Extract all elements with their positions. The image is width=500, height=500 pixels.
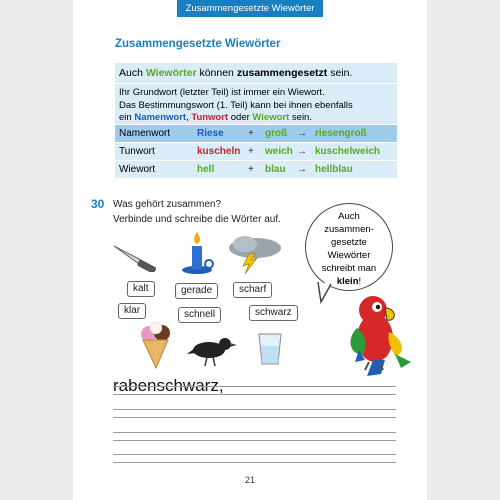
rule-keyword-wiewort: Wiewort	[252, 112, 290, 123]
header-band: Zusammengesetzte Wiewörter	[177, 0, 323, 17]
plus-sign: +	[248, 146, 254, 157]
exercise-number: 30	[91, 197, 105, 211]
table-cell-result: kuschelweich	[315, 146, 381, 157]
glass-icon	[257, 332, 283, 366]
rule-text: sein.	[289, 112, 312, 123]
rule-text	[119, 112, 393, 125]
table-cell-type: Wiewort	[119, 164, 156, 175]
exercise-instructions	[113, 197, 281, 227]
parrot-icon	[345, 290, 413, 378]
table-row	[115, 161, 397, 178]
table-cell-word: kuscheln	[197, 146, 241, 157]
table-cell-word: hell	[197, 164, 215, 175]
speech-bubble-tail	[315, 282, 335, 304]
rule-text: sein.	[327, 67, 353, 79]
writing-line[interactable]	[113, 409, 396, 418]
bubble-text: Auch	[338, 211, 360, 222]
bubble-text: zusammen-	[324, 224, 374, 235]
rule-text: können	[196, 67, 237, 79]
rule-text: oder	[228, 112, 253, 123]
table-row	[115, 125, 397, 142]
exercise-task: Verbinde und schreibe die Wörter auf.	[113, 214, 281, 225]
word-card[interactable]: klar	[118, 303, 146, 319]
table-cell-type: Tunwort	[119, 146, 155, 157]
thundercloud-icon	[225, 234, 285, 274]
rule-keyword: Wiewörter	[145, 67, 197, 79]
rule-table	[115, 125, 397, 179]
arrow-icon: →	[297, 164, 307, 175]
rule-text: Das Bestimmungswort (1. Teil) kann bei ihnen ebenfalls	[119, 99, 353, 111]
rule-keyword-tunwort: Tunwort	[191, 112, 229, 123]
bubble-text: schreibt man	[321, 263, 377, 274]
rule-text: Auch	[119, 67, 146, 79]
speech-bubble	[305, 203, 393, 291]
page-number: 21	[244, 475, 255, 485]
ice-cream-icon	[138, 322, 174, 370]
bubble-keyword: klein	[336, 276, 359, 287]
word-card[interactable]: gerade	[175, 283, 218, 299]
table-cell-base: groß	[265, 128, 288, 139]
plus-sign: +	[248, 128, 254, 139]
writing-line[interactable]	[113, 432, 396, 441]
word-card[interactable]: schwarz	[249, 305, 298, 321]
rule-keyword: zusammengesetzt	[236, 67, 328, 79]
arrow-icon: →	[297, 128, 307, 139]
rule-intro-line	[115, 63, 397, 83]
rule-text: Ihr Grundwort (letzter Teil) ist immer ein Wiewort.	[119, 87, 325, 98]
workbook-page	[73, 0, 427, 500]
writing-line[interactable]	[113, 386, 396, 395]
table-cell-word: Riese	[197, 128, 224, 139]
rule-keyword-namenwort: Namenwort	[134, 112, 187, 123]
table-cell-result: hellblau	[315, 164, 353, 175]
rule-box	[115, 63, 397, 178]
word-card[interactable]: kalt	[127, 281, 155, 297]
bubble-text: Wiewörter	[327, 250, 371, 261]
table-cell-base: blau	[265, 164, 286, 175]
word-card[interactable]: schnell	[178, 307, 221, 323]
section-title: Zusammengesetzte Wiewörter	[115, 38, 281, 50]
writing-line[interactable]	[113, 454, 396, 463]
table-cell-type: Namenwort	[119, 128, 171, 139]
arrow-icon: →	[297, 146, 307, 157]
plus-sign: +	[248, 164, 254, 175]
raven-icon	[187, 332, 237, 368]
rule-explanation	[115, 84, 397, 124]
exercise-question: Was gehört zusammen?	[113, 199, 222, 210]
rule-text: ein	[119, 112, 135, 123]
word-card[interactable]: scharf	[233, 282, 272, 298]
rule-text: ,	[186, 112, 192, 123]
answer-text: rabenschwarz,	[113, 376, 224, 395]
knife-icon	[111, 240, 161, 272]
bubble-text: !	[358, 276, 362, 287]
bubble-text: gesetzte	[331, 237, 367, 248]
table-cell-base: weich	[265, 146, 293, 157]
candle-icon	[180, 228, 214, 276]
table-cell-result: riesengroß	[315, 128, 367, 139]
table-row	[115, 143, 397, 160]
